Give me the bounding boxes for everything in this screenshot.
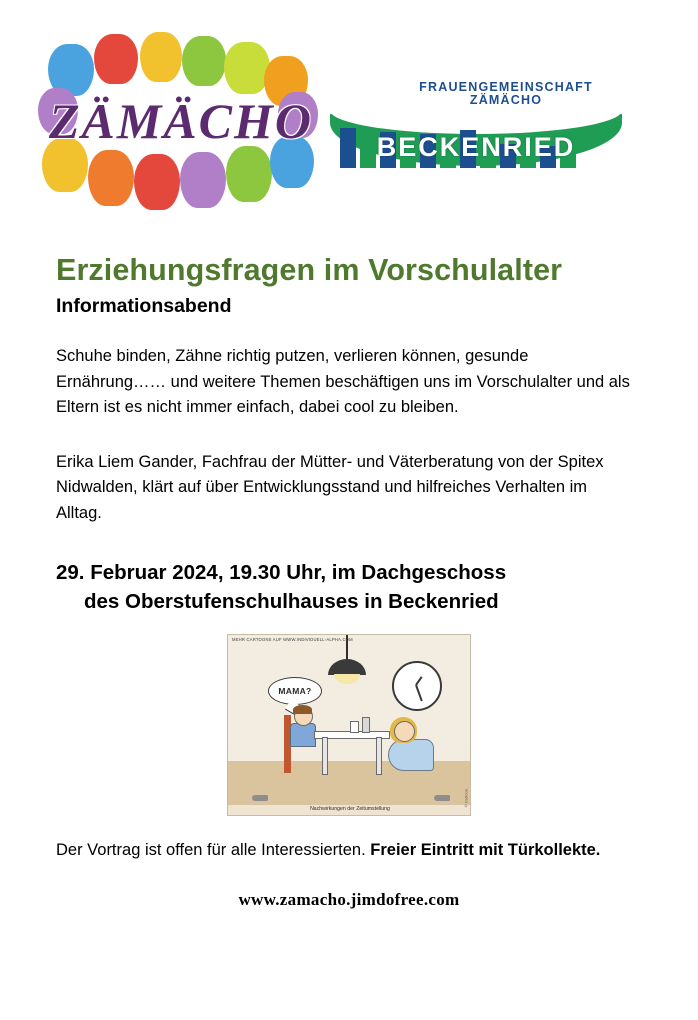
zamacho-wordmark: ZÄMÄCHO [48, 93, 314, 149]
beckenried-wordmark: BECKENRIED [376, 132, 576, 162]
slipper-icon [434, 795, 450, 801]
page-subtitle: Informationsabend [56, 295, 232, 317]
event-date-line1: 29. Februar 2024, 19.30 Uhr, im Dachgeschoss [56, 561, 507, 584]
child-figure [290, 723, 316, 747]
speech-bubble: MAMA? [268, 677, 322, 705]
handprint-icon [226, 146, 272, 202]
clock-icon [392, 661, 442, 711]
frauengemeinschaft-logo [330, 78, 622, 170]
slipper-icon [252, 795, 268, 801]
frauengemeinschaft-line1: FRAUENGEMEINSCHAFT [419, 80, 593, 94]
handprint-icon [94, 34, 138, 84]
cup-icon [350, 721, 359, 733]
speaker-paragraph: Erika Liem Gander, Fachfrau der Mütter- und Väterberatung von der Spitex Nidwalden, klärt auf über Entwicklungsstand und hilfreiches Verhalten im Alltag. [56, 452, 604, 522]
handprint-icon [134, 154, 180, 210]
flyer-content [0, 252, 698, 910]
admission-note [0, 838, 698, 864]
table-leg-right [376, 737, 382, 775]
mother-figure [388, 739, 434, 771]
admission-note-bold: Freier Eintritt mit Türkollekte. [370, 841, 601, 859]
cartoon-caption: Nachwirkungen der Zeitumstellung [310, 806, 390, 812]
handprint-icon [180, 152, 226, 208]
handprint-icon [182, 36, 226, 86]
cartoon-illustration [227, 634, 471, 816]
admission-note-text: Der Vortrag ist offen für alle Interessierten. [56, 841, 371, 859]
cartoon-credit: MEHR CARTOONS AUF WWW.INDIVIDUELL-ALPHA.COM [232, 637, 353, 642]
frauengemeinschaft-swoosh [330, 104, 622, 170]
handprint-icon [140, 32, 182, 82]
bottle-icon [362, 717, 370, 733]
child-hair [293, 705, 312, 714]
page-title: Erziehungsfragen im Vorschulalter [56, 253, 563, 287]
event-details [0, 558, 698, 616]
website-url[interactable]: www.zamacho.jimdofree.com [238, 889, 460, 909]
frauengemeinschaft-line2: ZÄMÄCHO [469, 93, 543, 107]
event-date-line2: des Oberstufenschulhauses in Beckenried [84, 590, 499, 613]
cartoon-side-credit: © Cartoon [463, 789, 468, 808]
intro-paragraph: Schuhe binden, Zähne richtig putzen, verlieren können, gesunde Ernährung…… und weitere Themen beschäftigen uns im Vorschulalter und als Eltern ist es nicht immer einfach, dabei cool zu bleiben. [56, 347, 630, 416]
zamacho-logo [32, 26, 322, 222]
logo-header [0, 0, 698, 230]
table-leg-left [322, 737, 328, 775]
handprint-icon [88, 150, 134, 206]
mother-head [394, 721, 415, 742]
handprint-icon [224, 42, 270, 94]
